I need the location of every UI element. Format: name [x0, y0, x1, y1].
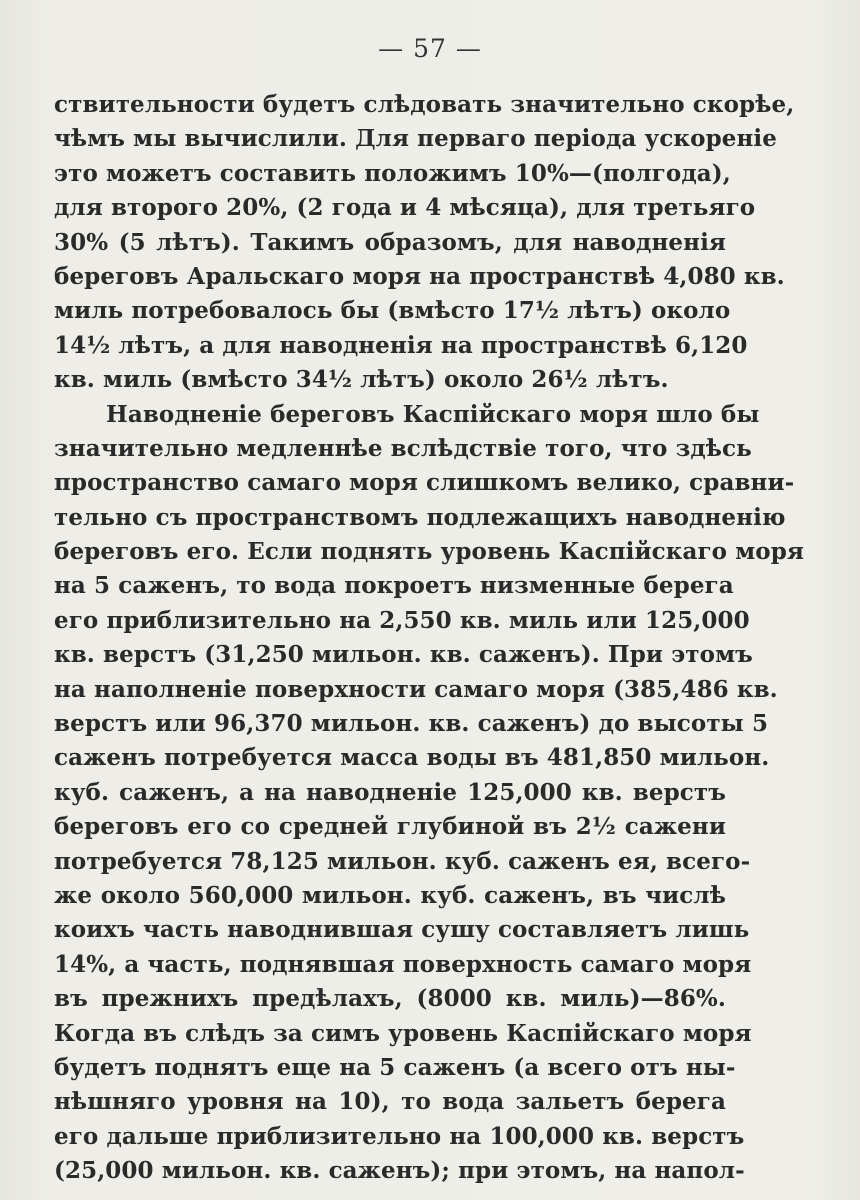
page-number: — 57 — — [378, 34, 482, 63]
text-line: береговъ его со средней глубиной въ 2½ сажени — [54, 813, 726, 841]
text-line: береговъ его. Если поднять уровень Каспійскаго моря — [54, 538, 804, 566]
text-line: чѣмъ мы вычислили. Для перваго періода ускореніе — [54, 125, 777, 153]
text-line: значительно медленнѣе вслѣдствіе того, что здѣсь — [54, 434, 752, 462]
text-line: будетъ поднятъ еще на 5 саженъ (а всего отъ ны- — [54, 1053, 736, 1081]
text-line: это можетъ составить положимъ 10%—(полгода), — [54, 159, 731, 187]
text-line: 30% (5 лѣтъ). Такимъ образомъ, для наводненія — [54, 228, 726, 256]
text-line: пространство самаго моря слишкомъ велико, сравни- — [54, 469, 795, 497]
text-line: куб. саженъ, а на наводненіе 125,000 кв. верстъ — [54, 778, 726, 806]
text-line: миль потребовалось бы (вмѣсто 17½ лѣтъ) около — [54, 297, 731, 325]
paragraph-start-line: Наводненіе береговъ Каспійскаго моря шло бы — [106, 400, 760, 428]
text-line: береговъ Аральскаго моря на пространствѣ 4,080 кв. — [54, 262, 785, 290]
text-line: нѣшняго уровня на 10), то вода зальетъ берега — [54, 1088, 726, 1116]
text-line: Когда въ слѣдъ за симъ уровень Каспійскаго моря — [54, 1019, 752, 1047]
text-line: кв. верстъ (31,250 мильон. кв. саженъ). При этомъ — [54, 641, 753, 669]
paragraph-end-line: кв. миль (вмѣсто 34½ лѣтъ) около 26½ лѣтъ. — [54, 366, 669, 394]
text-line: ствительности будетъ слѣдовать значительно скорѣе, — [54, 91, 795, 118]
text-line: верстъ или 96,370 мильон. кв. саженъ) до высоты 5 — [54, 710, 769, 738]
text-line: для второго 20%, (2 года и 4 мѣсяца), для третьяго — [54, 194, 756, 222]
text-line: 14½ лѣтъ, а для наводненія на пространствѣ 6,120 — [54, 331, 748, 359]
text-line: 14%, а часть, поднявшая поверхность самаго моря — [54, 950, 752, 978]
text-line: на 5 саженъ, то вода покроетъ низменные берега — [54, 572, 734, 600]
text-line: въ прежнихъ предѣлахъ, (8000 кв. миль)—86%. — [54, 985, 726, 1013]
text-line: тельно съ пространствомъ подлежащихъ наводненію — [54, 503, 786, 531]
text-line: его дальше приблизительно на 100,000 кв. верстъ — [54, 1122, 745, 1150]
text-line: на наполненіе поверхности самаго моря (385,486 кв. — [54, 675, 778, 703]
text-line: же около 560,000 мильон. куб. саженъ, въ числѣ — [54, 881, 726, 909]
body-text — [54, 88, 804, 1189]
text-line: коихъ часть наводнившая сушу составляетъ лишь — [54, 916, 750, 944]
text-line: саженъ потребуется масса воды въ 481,850 мильон. — [54, 744, 770, 772]
text-line: его приблизительно на 2,550 кв. миль или 125,000 — [54, 606, 750, 634]
text-line: (25,000 мильон. кв. саженъ); при этомъ, на напол- — [54, 1157, 745, 1185]
text-line: потребуется 78,125 мильон. куб. саженъ ея, всего- — [54, 847, 751, 875]
